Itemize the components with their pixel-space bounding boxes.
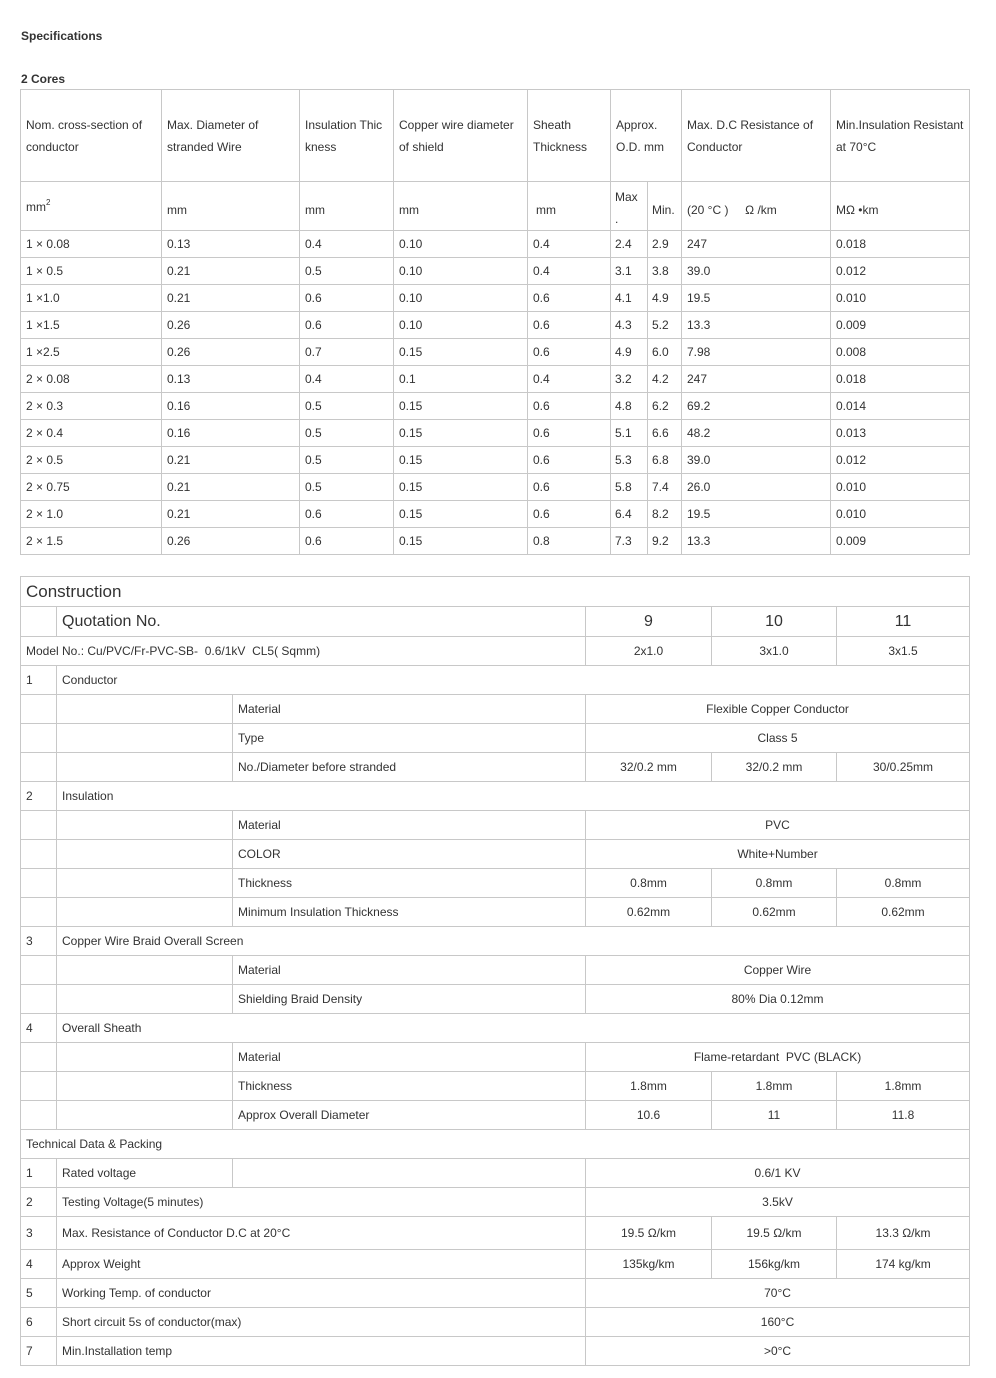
value-cell: 32/0.2 mm [586,753,712,782]
table-cell: 0.010 [831,501,970,528]
section-label-sheath: Overall Sheath [57,1014,970,1043]
value-cell: 0.8mm [837,869,970,898]
table-cell: 0.012 [831,447,970,474]
table-row [21,393,970,420]
screen-density: 80% Dia 0.12mm [586,985,970,1014]
table-cell: 2.9 [648,231,682,258]
table-cell: 0.6 [528,339,611,366]
construction-table [20,576,970,1366]
table-cell: 48.2 [682,420,831,447]
value-cell: 19.5 Ω/km [712,1217,837,1250]
table-cell: 0.10 [394,285,528,312]
section-label-screen: Copper Wire Braid Overall Screen [57,927,970,956]
table-cell: 0.13 [162,366,300,393]
table-cell: 0.7 [300,339,394,366]
row-label: Thickness [233,1072,586,1101]
table-cell: 69.2 [682,393,831,420]
table-cell: 8.2 [648,501,682,528]
unit-copper-wire: mm [394,182,528,231]
tech-value: 70°C [586,1279,970,1308]
model-9: 2x1.0 [586,637,712,666]
table-cell: 4.1 [611,285,648,312]
tech-label: Max. Resistance of Conductor D.C at 20°C [57,1217,586,1250]
table-cell: 0.26 [162,312,300,339]
table-cell: 247 [682,231,831,258]
table-cell: 0.8 [528,528,611,555]
table-cell: 2 × 0.4 [21,420,162,447]
table-cell: 3.1 [611,258,648,285]
table-cell: 0.4 [300,366,394,393]
table-cell: 2 × 0.5 [21,447,162,474]
table-cell: 2.4 [611,231,648,258]
unit-insulation: mm [300,182,394,231]
empty-cell [21,607,57,637]
table-cell: 0.4 [300,231,394,258]
table-cell: 0.008 [831,339,970,366]
value-cell: 19.5 Ω/km [586,1217,712,1250]
value-cell: 0.8mm [586,869,712,898]
table-cell: 0.009 [831,312,970,339]
tech-number: 6 [21,1308,57,1337]
table-cell: 0.5 [300,474,394,501]
table-cell: 247 [682,366,831,393]
model-label: Model No.: Cu/PVC/Fr-PVC-SB- 0.6/1kV CL5( Sqmm) [21,637,586,666]
table-cell: 5.1 [611,420,648,447]
value-cell: 135kg/km [586,1250,712,1279]
header-resistance: Max. D.C Resistance of Conductor [682,90,831,182]
table-cell: 5.8 [611,474,648,501]
table-row [21,339,970,366]
table-cell: 39.0 [682,447,831,474]
value-cell: 13.3 Ω/km [837,1217,970,1250]
tech-value: 3.5kV [586,1188,970,1217]
table-cell: 0.018 [831,231,970,258]
table-cell: 0.6 [300,501,394,528]
table-cell: 0.16 [162,393,300,420]
section-number: 3 [21,927,57,956]
table-cell: 0.013 [831,420,970,447]
value-cell: 174 kg/km [837,1250,970,1279]
value-cell: 1.8mm [712,1072,837,1101]
row-label: Shielding Braid Density [233,985,586,1014]
table-cell: 0.012 [831,258,970,285]
section-heading-2-cores: 2 Cores [21,72,66,86]
table-cell: 0.10 [394,231,528,258]
section-label-conductor: Conductor [57,666,970,695]
sheath-material: Flame-retardant PVC (BLACK) [586,1043,970,1072]
table-cell: 0.4 [528,231,611,258]
quotation-9: 9 [586,607,712,637]
table-row [21,501,970,528]
construction-title: Construction [21,577,970,607]
table-cell: 6.8 [648,447,682,474]
header-ins-resistance: Min.Insulation Resistant at 70°C [831,90,970,182]
tech-label: Working Temp. of conductor [57,1279,586,1308]
tech-label: Testing Voltage(5 minutes) [57,1188,586,1217]
table-cell: 7.98 [682,339,831,366]
row-label: Type [233,724,586,753]
row-label: Material [233,811,586,840]
table-cell: 1 × 0.5 [21,258,162,285]
tech-value: 160°C [586,1308,970,1337]
table-cell: 0.21 [162,474,300,501]
table-cell: 0.15 [394,420,528,447]
table-cell: 13.3 [682,528,831,555]
row-label: Approx Overall Diameter [233,1101,586,1130]
table-cell: 6.6 [648,420,682,447]
table-cell: 0.6 [300,312,394,339]
table-cell: 0.15 [394,393,528,420]
unit-max-diameter: mm [162,182,300,231]
table-cell: 7.4 [648,474,682,501]
table-cell: 0.16 [162,420,300,447]
quotation-10: 10 [712,607,837,637]
table-cell: 1 ×2.5 [21,339,162,366]
table-cell: 0.4 [528,258,611,285]
tech-label: Short circuit 5s of conductor(max) [57,1308,586,1337]
table-cell: 0.21 [162,285,300,312]
spec-body [21,231,970,555]
table-row [21,447,970,474]
value-cell: 1.8mm [586,1072,712,1101]
table-cell: 0.15 [394,528,528,555]
table-cell: 6.4 [611,501,648,528]
table-cell: 0.6 [300,528,394,555]
unit-superscript: 2 [46,198,51,207]
table-row [21,420,970,447]
table-cell: 0.014 [831,393,970,420]
tech-value: 0.6/1 KV [586,1159,970,1188]
table-cell: 0.010 [831,474,970,501]
table-cell: 4.2 [648,366,682,393]
value-cell: 0.8mm [712,869,837,898]
header-od: Approx. O.D. mm [611,90,682,182]
table-cell: 9.2 [648,528,682,555]
screen-material: Copper Wire [586,956,970,985]
section-number: 2 [21,782,57,811]
unit-ins-resistance: MΩ •km [831,182,970,231]
tech-number: 7 [21,1337,57,1366]
table-cell: 0.010 [831,285,970,312]
value-cell: 30/0.25mm [837,753,970,782]
table-cell: 2 × 1.0 [21,501,162,528]
table-cell: 0.10 [394,258,528,285]
table-cell: 0.6 [300,285,394,312]
section-number: 1 [21,666,57,695]
table-cell: 0.009 [831,528,970,555]
table-cell: 2 × 1.5 [21,528,162,555]
technical-heading: Technical Data & Packing [21,1130,970,1159]
table-cell: 0.15 [394,447,528,474]
tech-number: 2 [21,1188,57,1217]
unit-resistance: (20 °C ) Ω /km [682,182,831,231]
table-cell: 0.5 [300,420,394,447]
value-cell: 32/0.2 mm [712,753,837,782]
table-cell: 0.5 [300,393,394,420]
table-cell: 0.5 [300,258,394,285]
table-cell: 0.6 [528,312,611,339]
table-cell: 5.2 [648,312,682,339]
model-10: 3x1.0 [712,637,837,666]
table-cell: 4.8 [611,393,648,420]
table-cell: 0.15 [394,474,528,501]
table-cell: 4.9 [611,339,648,366]
table-cell: 0.26 [162,528,300,555]
spec-header-row [21,90,970,182]
unit-od-min: Min. [648,182,682,231]
table-cell: 6.2 [648,393,682,420]
table-row [21,258,970,285]
quotation-11: 11 [837,607,970,637]
value-cell: 11.8 [837,1101,970,1130]
table-cell: 4.3 [611,312,648,339]
table-row [21,231,970,258]
table-cell: 7.3 [611,528,648,555]
table-cell: 19.5 [682,501,831,528]
table-cell: 0.26 [162,339,300,366]
empty-cell [233,1159,586,1188]
table-cell: 0.21 [162,447,300,474]
row-label: Material [233,1043,586,1072]
table-cell: 0.15 [394,501,528,528]
model-11: 3x1.5 [837,637,970,666]
value-cell: 1.8mm [837,1072,970,1101]
row-label: Minimum Insulation Thickness [233,898,586,927]
tech-number: 5 [21,1279,57,1308]
insulation-color: White+Number [586,840,970,869]
table-cell: 6.0 [648,339,682,366]
table-cell: 1 ×1.5 [21,312,162,339]
tech-label: Rated voltage [57,1159,233,1188]
table-cell: 0.15 [394,339,528,366]
table-cell: 0.6 [528,501,611,528]
table-cell: 0.5 [300,447,394,474]
table-cell: 1 × 0.08 [21,231,162,258]
quotation-label: Quotation No. [57,607,586,637]
insulation-material: PVC [586,811,970,840]
unit-od-max: Max . [611,182,648,231]
header-max-diameter: Max. Diameter of stranded Wire [162,90,300,182]
tech-label: Min.Installation temp [57,1337,586,1366]
table-cell: 0.6 [528,420,611,447]
section-label-insulation: Insulation [57,782,970,811]
table-cell: 4.9 [648,285,682,312]
row-label: COLOR [233,840,586,869]
table-cell: 0.6 [528,447,611,474]
page-title: Specifications [21,29,103,43]
table-cell: 0.13 [162,231,300,258]
unit-nominal: $mm^2$ [21,182,162,231]
table-cell: 13.3 [682,312,831,339]
value-cell: 0.62mm [837,898,970,927]
header-sheath: Sheath Thickness [528,90,611,182]
table-cell: 0.6 [528,285,611,312]
header-nominal: Nom. cross-section of conductor [21,90,162,182]
value-cell: 11 [712,1101,837,1130]
value-cell: 0.62mm [712,898,837,927]
tech-label: Approx Weight [57,1250,586,1279]
table-row [21,312,970,339]
table-cell: 2 × 0.08 [21,366,162,393]
table-cell: 0.21 [162,258,300,285]
table-row [21,474,970,501]
table-cell: 0.4 [528,366,611,393]
spec-units-row [21,182,970,231]
table-row [21,285,970,312]
table-cell: 19.5 [682,285,831,312]
tech-number: 1 [21,1159,57,1188]
conductor-material: Flexible Copper Conductor [586,695,970,724]
row-label: Thickness [233,869,586,898]
table-row [21,366,970,393]
table-row [21,528,970,555]
value-cell: 0.62mm [586,898,712,927]
specifications-table [20,89,970,555]
row-label: Material [233,695,586,724]
tech-number: 4 [21,1250,57,1279]
table-cell: 0.6 [528,393,611,420]
tech-number: 3 [21,1217,57,1250]
value-cell: 10.6 [586,1101,712,1130]
table-cell: 3.8 [648,258,682,285]
table-cell: 0.6 [528,474,611,501]
table-cell: 39.0 [682,258,831,285]
table-cell: 5.3 [611,447,648,474]
table-cell: 2 × 0.3 [21,393,162,420]
table-cell: 0.1 [394,366,528,393]
section-number: 4 [21,1014,57,1043]
table-cell: 3.2 [611,366,648,393]
tech-value: >0°C [586,1337,970,1366]
table-cell: 26.0 [682,474,831,501]
table-cell: 1 ×1.0 [21,285,162,312]
value-cell: 156kg/km [712,1250,837,1279]
table-cell: 2 × 0.75 [21,474,162,501]
row-label: No./Diameter before stranded [233,753,586,782]
conductor-type: Class 5 [586,724,970,753]
header-copper-wire: Copper wire diameter of shield [394,90,528,182]
header-insulation: Insulation Thic kness [300,90,394,182]
table-cell: 0.018 [831,366,970,393]
row-label: Material [233,956,586,985]
table-cell: 0.10 [394,312,528,339]
table-cell: 0.21 [162,501,300,528]
unit-sheath: mm [528,182,611,231]
